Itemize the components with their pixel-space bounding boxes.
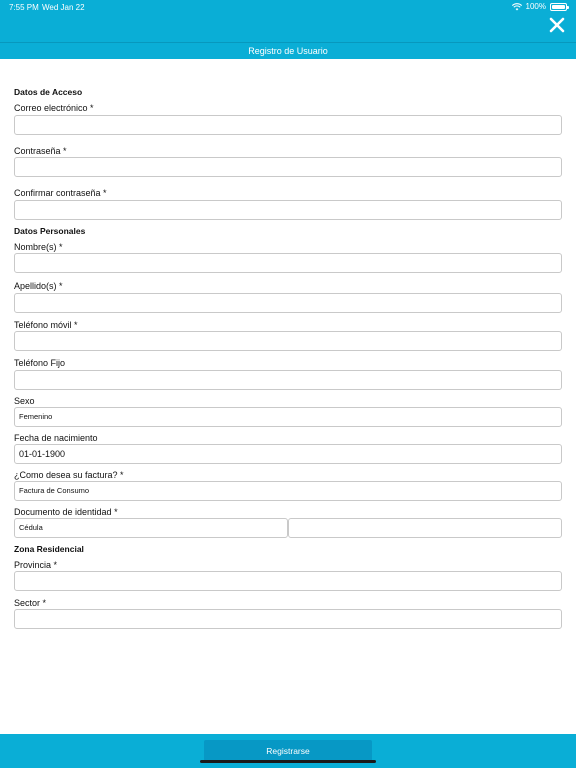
province-label: Provincia *	[14, 559, 58, 570]
mobile-label: Teléfono móvil *	[14, 319, 78, 330]
confirm-password-label: Confirmar contraseña *	[14, 188, 107, 198]
name-label: Nombre(s) *	[14, 241, 63, 252]
battery-icon	[550, 3, 567, 11]
wifi-icon	[512, 3, 522, 11]
sex-label: Sexo	[14, 395, 35, 406]
status-time: 7:55 PM	[9, 3, 39, 12]
mobile-field[interactable]	[14, 331, 562, 351]
battery-percent: 100%	[525, 2, 546, 11]
confirm-password-field[interactable]	[14, 200, 562, 220]
password-field[interactable]	[14, 157, 562, 177]
page-title: Registro de Usuario	[0, 42, 576, 59]
email-field[interactable]	[14, 115, 562, 135]
sex-select[interactable]: Femenino	[14, 407, 562, 427]
email-label: Correo electrónico *	[14, 103, 94, 113]
province-select[interactable]	[14, 571, 562, 591]
lastname-label: Apellido(s) *	[14, 281, 63, 291]
birthdate-label: Fecha de nacimiento	[14, 432, 98, 443]
section-residential-title: Zona Residencial	[14, 543, 84, 554]
id-number-field[interactable]	[288, 518, 562, 538]
home-indicator	[200, 760, 376, 763]
close-icon[interactable]	[549, 17, 565, 33]
id-document-label: Documento de identidad *	[14, 506, 118, 517]
registration-form	[14, 86, 562, 629]
section-personal-title: Datos Personales	[14, 225, 86, 236]
sector-select[interactable]	[14, 609, 562, 629]
phone-field[interactable]	[14, 370, 562, 390]
section-access-title: Datos de Acceso	[14, 87, 83, 97]
name-field[interactable]	[14, 253, 562, 273]
sector-label: Sector *	[14, 597, 47, 608]
invoice-label: ¿Como desea su factura? *	[14, 469, 124, 480]
top-bar	[0, 0, 576, 42]
status-date: Wed Jan 22	[42, 3, 85, 12]
id-type-select[interactable]: Cédula	[14, 518, 288, 538]
invoice-select[interactable]: Factura de Consumo	[14, 481, 562, 501]
lastname-field[interactable]	[14, 293, 562, 313]
birthdate-field[interactable]: 01-01-1900	[14, 444, 562, 464]
register-button[interactable]: Registrarse	[204, 740, 372, 762]
phone-label: Teléfono Fijo	[14, 358, 66, 368]
id-document-row	[14, 518, 562, 538]
password-label: Contraseña *	[14, 145, 67, 156]
status-right	[512, 2, 567, 11]
